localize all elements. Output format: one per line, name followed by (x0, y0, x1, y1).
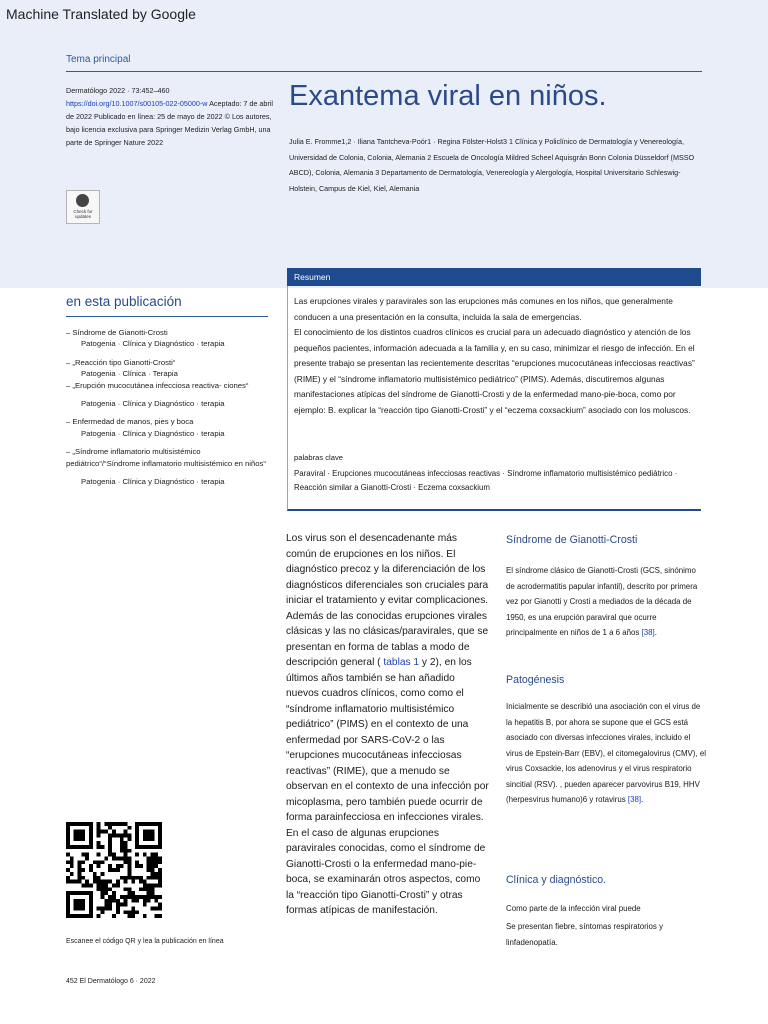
section-text: El síndrome clásico de Gianotti-Crosti (GCS, sinónimo de acrodermatitis papular infantil), descrito por primera vez por Gianotti y Crosti a mediados de la década de 1950, es una erupción paraviral que ocurre principalmente en niños de 1 a 6 años (506, 566, 698, 637)
toc-heading: en esta publicación (66, 294, 182, 309)
toc-item[interactable] (66, 416, 266, 439)
toc-item-subsections[interactable]: Patogenia · Clínica y Diagnóstico · terapia (81, 339, 225, 349)
toc-item[interactable] (66, 380, 266, 410)
reference-38-link[interactable]: [38] (641, 628, 655, 637)
section-text-clinica-line-1: Como parte de la infección viral puede (506, 904, 641, 913)
check-for-updates-badge[interactable] (66, 190, 100, 224)
abstract-paragraph-1: Las erupciones virales y paravirales son las erupciones más comunes en los niños, que generalmente conducen a una presentación en la consulta, incluida la sala de emergencias. (294, 296, 673, 322)
intro-paragraph (286, 531, 490, 919)
section-heading-gianotti-crosti: Síndrome de Gianotti-Crosti (506, 534, 638, 546)
toc-item-subsections[interactable]: Patogenia · Clínica y Diagnóstico · terapia (81, 428, 225, 438)
abstract-body (294, 294, 696, 418)
toc-item-title[interactable]: – Síndrome de Gianotti-Crosti (66, 328, 168, 337)
keywords-label: palabras clave (294, 453, 343, 462)
section-heading-patogenesis: Patogénesis (506, 674, 565, 686)
doi-link[interactable]: https://doi.org/10.1007/s00105-022-05000-w (66, 99, 208, 108)
toc-item-title[interactable]: – „Síndrome inflamatorio multisistémico pediátrico“/“Síndrome inflamatorio multisistémico en niños“ (66, 447, 266, 468)
article-meta (66, 84, 276, 149)
article-title: Exantema viral en niños. (289, 80, 607, 112)
abstract-label: Resumen (294, 272, 331, 282)
toc-item-title[interactable]: – „Erupción mucocutánea infecciosa reactiva- ciones“ (66, 380, 249, 390)
section-heading-clinica: Clínica y diagnóstico. (506, 874, 607, 886)
check-for-updates-icon (76, 194, 89, 207)
section-text: Inicialmente se describió una asociación con el virus de la hepatitis B, por ahora se supone que el GCS está asociado con diversas infecciones virales, incluido el virus de Epstein-Barr (EBV), el citomegalovirus (CMV), el virus Coxsackie, los adenovirus y el virus respiratorio sincitial (RSV). , pueden aparecer parvovirus B19, HHV (herpesvirus humano)6 y rotavirus (506, 702, 706, 804)
section-text-clinica-line-2: Se presentan fiebre, síntomas respiratorios y linfadenopatía. (506, 922, 664, 947)
intro-text-end: y 2), en los últimos años también se han añadido nuevos cuadros clínicos, como como el “síndrome inflamatorio multisistémico pediátrico” (PIMS) en el contexto de una enfermedad por SARS-CoV-2 o las “erupciones mucocutáneas infecciosas reactivas” (RIME), que a menudo se observan en el contexto de una infección por micoplasma, pero también puede ocurrir de forma parainfecciosa en infecciones virales. En el caso de algunas erupciones paravirales conocidas, como el síndrome de Gianotti-Crosti o la enfermedad mano-pie-boca, se examinarán otros aspectos, como la “reacción tipo Gianotti-Crosti” y otras formas atípicas de manifestación. (286, 657, 489, 916)
abstract-label-bar (287, 268, 701, 286)
toc-item[interactable] (66, 357, 266, 380)
keywords-list: Paraviral · Erupciones mucocutáneas infecciosas reactivas · Síndrome inflamatorio multisistémico pediátrico · Reacción similar a Gianotti-Crosti · Eczema coxsackium (294, 469, 678, 492)
check-for-updates-label: Check for updates (73, 209, 93, 219)
qr-code[interactable] (66, 822, 162, 918)
toc-item-subsections[interactable]: Patogenia · Clínica y Diagnóstico · terapia (81, 477, 225, 487)
toc-item[interactable] (66, 446, 266, 487)
toc-item-subsections[interactable]: Patogenia · Clínica · Terapia (81, 369, 178, 379)
toc-item-title[interactable]: – Enfermedad de manos, pies y boca (66, 417, 194, 427)
reference-38-link[interactable]: [38] (627, 795, 642, 804)
section-text-gianotti-crosti (506, 563, 706, 641)
toc-list (66, 327, 266, 487)
intro-text-start: Los virus son el desencadenante más común de erupciones en los niños. El diagnóstico precoz y la diferenciación de los diagnósticos diferenciales son cruciales para iniciar el tratamiento y evitar complicaciones. Además de las conocidas erupciones virales clásicas y las no clásicas/paravirales, que se presentan en forma de tablas a modo de descripción general ( (286, 533, 489, 668)
author-affiliations: Julia E. Fromme1,2 · Iliana Tantcheva-Poór1 · Regina Fölster-Holst3 1 Clínica y Policlínico de Dermatología y Venereología, Universidad de Colonia, Colonia, Alemania 2 Escuela de Oncología Mildred Scheel Aquisgrán Bonn Colonia Düsseldorf (MSSO ABCD), Colonia, Alemania 3 Departamento de Dermatología, Venereología y Alergología, Hospital Universitario Schleswig-Holstein, Campus de Kiel, Kiel, Alemania (289, 137, 695, 193)
qr-caption: Escanee el código QR y lea la publicación en línea (66, 938, 224, 945)
meta-dates: Aceptado: 7 de abril de 2022 Publicado en línea: 25 de mayo de 2022 © Los autores, bajo licencia exclusiva para Springer Medizin Verlag GmbH, una parte de Springer Nature 2022 (66, 99, 274, 147)
abstract-paragraph-2: El conocimiento de los distintos cuadros clínicos es crucial para un adecuado diagnóstico y atención de los pequeños pacientes, información adecuada a la familia y, en su caso, minimizar el riesgo de infección. En el presente trabajo se presentan las recientemente descritas “erupciones mucocutáneas infecciosas reactivas” (RIME) y el “síndrome inflamatorio multisistémico pediátrico” (PIMS). Además, discutiremos algunas manifestaciones atípicas del síndrome de Gianotti-Crosti y de la enfermedad mano-pie-boca, como por ejemplo: B. explicar la “reacción tipo Gianotti-Crosti” y el “eczema coxsackium” asociado con los moluscos. (294, 327, 695, 415)
table-1-link[interactable]: tablas 1 (383, 657, 420, 668)
page-footer: 452 El Dermatólogo 6 · 2022 (66, 978, 156, 985)
toc-item[interactable] (66, 327, 266, 350)
section-text-patogenesis (506, 699, 706, 808)
topic-divider (66, 71, 702, 72)
toc-divider (66, 316, 268, 317)
section-text-end: . (641, 795, 644, 804)
topic-label: Tema principal (66, 54, 131, 65)
journal-line: Dermatólogo 2022 · 73:452–460 (66, 86, 170, 95)
section-text-end: . (654, 628, 657, 637)
abstract-box (287, 286, 701, 511)
machine-translated-banner: Machine Translated by Google (6, 6, 196, 22)
toc-item-title[interactable]: – „Reacción tipo Gianotti-Crosti“ (66, 357, 176, 367)
toc-item-subsections[interactable]: Patogenia · Clínica y Diagnóstico · terapia (81, 399, 225, 409)
